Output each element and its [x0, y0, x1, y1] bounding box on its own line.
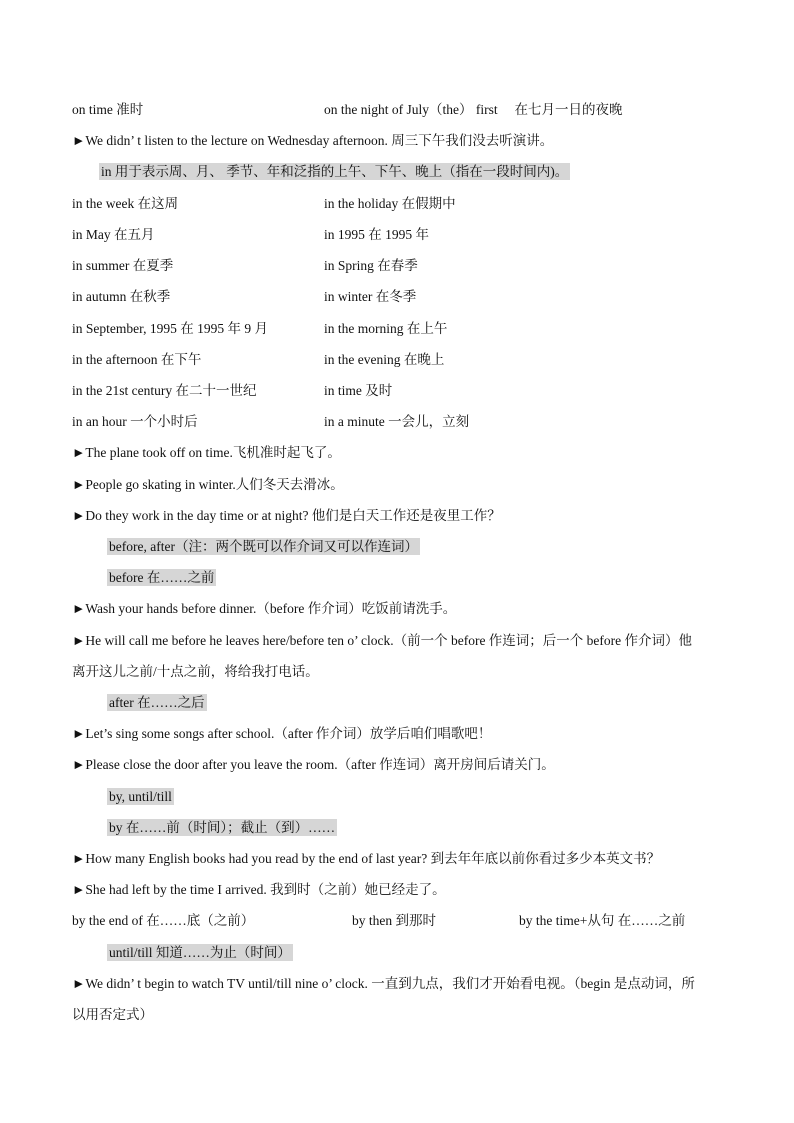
- example-sentence: ►We didn’ t listen to the lecture on Wednesday afternoon. 周三下午我们没去听演讲。: [72, 133, 554, 148]
- section-heading-until: until/till 知道……为止（时间）: [109, 945, 291, 960]
- phrase-row: in the week 在这周 in the holiday 在假期中: [72, 196, 456, 211]
- phrase: on the night of July（the） first 在七月一日的夜晚: [324, 102, 623, 117]
- phrase-row: in an hour 一个小时后 in a minute 一会儿，立刻: [72, 414, 470, 429]
- phrase-row: in May 在五月 in 1995 在 1995 年: [72, 227, 430, 242]
- phrase-row: in summer 在夏季 in Spring 在春季: [72, 258, 418, 273]
- phrase-row: by the end of 在……底（之前） by then 到那时 by the time+从句 在……之前: [72, 913, 686, 928]
- example-sentence: ►Please close the door after you leave the room.（after 作连词）离开房间后请关门。: [72, 757, 555, 772]
- example-sentence: ►We didn’ t begin to watch TV until/till nine o’ clock. 一直到九点，我们才开始看电视。（begin 是点动词，所: [72, 976, 695, 991]
- section-heading-by: by 在……前（时间）；截止（到）……: [109, 820, 336, 835]
- example-sentence: ►Wash your hands before dinner.（before 作介词）吃饭前请洗手。: [72, 601, 457, 616]
- example-sentence: ►People go skating in winter.人们冬天去滑冰。: [72, 477, 344, 492]
- phrase: on time 准时: [72, 102, 144, 117]
- example-sentence-continued: 离开这儿之前/十点之前，将给我打电话。: [72, 664, 319, 679]
- phrase-row: in September, 1995 在 1995 年 9 月 in the morning 在上午: [72, 321, 448, 336]
- section-heading-before-after: before, after（注：两个既可以作介词又可以作连词）: [109, 539, 418, 554]
- section-heading-after: after 在……之后: [109, 695, 205, 710]
- example-sentence: ►How many English books had you read by the end of last year? 到去年年底以前你看过多少本英文书？: [72, 851, 661, 866]
- section-heading-in: in 用于表示周、月、 季节、年和泛指的上午、下午、晚上（指在一段时间内)。: [101, 164, 569, 179]
- phrase-row: in the afternoon 在下午 in the evening 在晚上: [72, 352, 445, 367]
- example-sentence: ►Let’s sing some songs after school.（after 作介词）放学后咱们唱歌吧！: [72, 726, 492, 741]
- example-sentence: ►She had left by the time I arrived. 我到时（之前）她已经走了。: [72, 882, 446, 897]
- section-heading-by-until: by, until/till: [109, 789, 172, 804]
- example-sentence: ►Do they work in the day time or at night? 他们是白天工作还是夜里工作？: [72, 508, 501, 523]
- example-sentence: ►The plane took off on time.飞机准时起飞了。: [72, 445, 341, 460]
- row-on-time: [0, 99, 794, 121]
- example-sentence-continued: 以用否定式）: [72, 1007, 153, 1022]
- phrase-row: in the 21st century 在二十一世纪 in time 及时: [72, 383, 393, 398]
- section-heading-before: before 在……之前: [109, 570, 215, 585]
- phrase-row: in autumn 在秋季 in winter 在冬季: [72, 289, 417, 304]
- example-sentence: ►He will call me before he leaves here/before ten o’ clock.（前一个 before 作连词；后一个 before 作介词）他: [72, 633, 693, 648]
